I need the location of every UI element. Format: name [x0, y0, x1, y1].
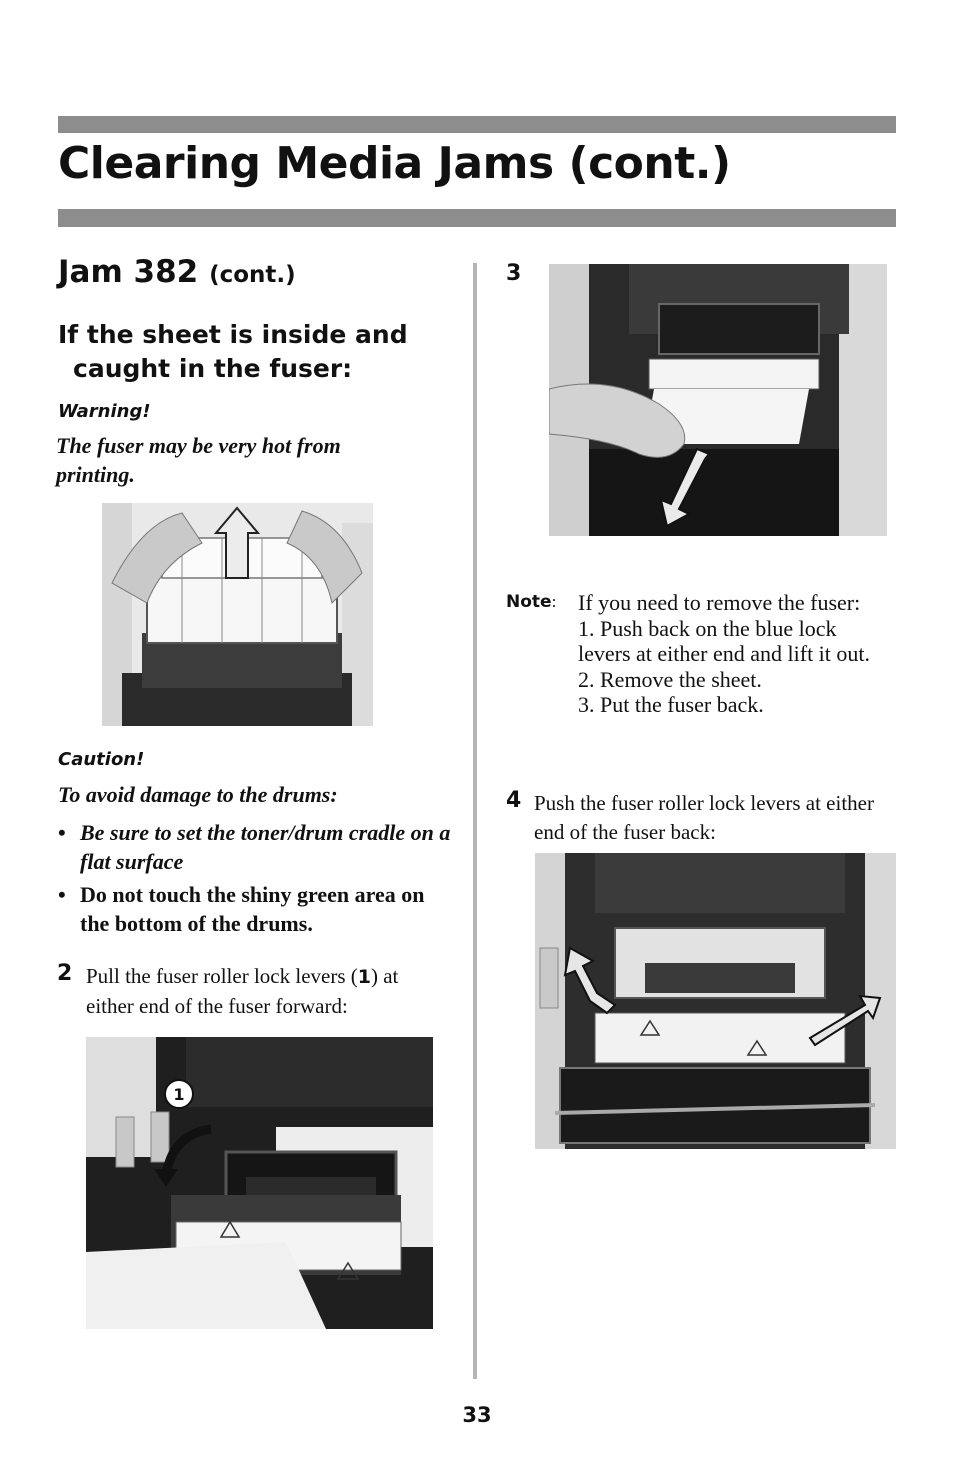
step-4-number: 4 — [506, 788, 522, 813]
step-2-number: 2 — [57, 961, 73, 986]
sub-heading-line-2: caught in the fuser: — [73, 354, 353, 383]
note-line-3: 2. Remove the sheet. — [578, 666, 762, 692]
fuser-levers-back-photo — [535, 853, 896, 1149]
page-number: 33 — [462, 1403, 492, 1427]
section-heading-main: Jam 382 — [58, 254, 199, 290]
step-3-number: 3 — [506, 261, 522, 286]
note-label — [506, 592, 556, 612]
caution-bullet-2 — [58, 880, 458, 938]
callout-1-label: 1 — [173, 1085, 185, 1104]
note-label-separator: : — [551, 592, 557, 611]
note-text — [578, 590, 888, 718]
section-heading — [58, 254, 296, 290]
sub-heading-line-1: If the sheet is inside and — [58, 320, 408, 349]
toner-cradle-photo — [102, 503, 373, 726]
step-4-text: Push the fuser roller lock levers at either end of the fuser back: — [534, 791, 874, 844]
bottom-title-rule — [58, 209, 896, 227]
top-rule — [58, 116, 896, 133]
bullet-dot: • — [58, 820, 66, 845]
caution-text: To avoid damage to the drums: — [58, 782, 338, 807]
bullet-dot: • — [58, 882, 66, 907]
step-2-text-before: Pull the fuser roller lock levers ( — [86, 964, 358, 988]
step-2-callout-ref: 1 — [357, 966, 371, 988]
note-line-2: 1. Push back on the blue lock levers at either end and lift it out. — [578, 615, 871, 666]
caution-bullet-1 — [58, 818, 458, 876]
caution-label: Caution! — [58, 749, 145, 770]
note-line-1: If you need to remove the fuser: — [578, 590, 861, 615]
note-label-text: Note — [506, 592, 552, 612]
section-heading-suffix: (cont.) — [209, 262, 296, 288]
caution-bullet-2-text: Do not touch the shiny green area on the bottom of the drums. — [80, 882, 425, 936]
step-2-text-after: ) at either end of the fuser forward: — [86, 964, 399, 1018]
column-divider — [473, 263, 477, 1379]
fuser-levers-forward-photo — [86, 1037, 433, 1329]
page-title: Clearing Media Jams (cont.) — [58, 138, 731, 189]
warning-label: Warning! — [58, 401, 151, 422]
caution-bullet-1-text: Be sure to set the toner/drum cradle on a flat surface — [80, 820, 451, 874]
sub-heading — [58, 318, 458, 386]
note-line-4: 3. Put the fuser back. — [578, 692, 764, 717]
remove-sheet-photo — [549, 264, 887, 536]
step-2-text — [86, 962, 451, 1021]
warning-text: The fuser may be very hot from printing. — [56, 433, 341, 487]
